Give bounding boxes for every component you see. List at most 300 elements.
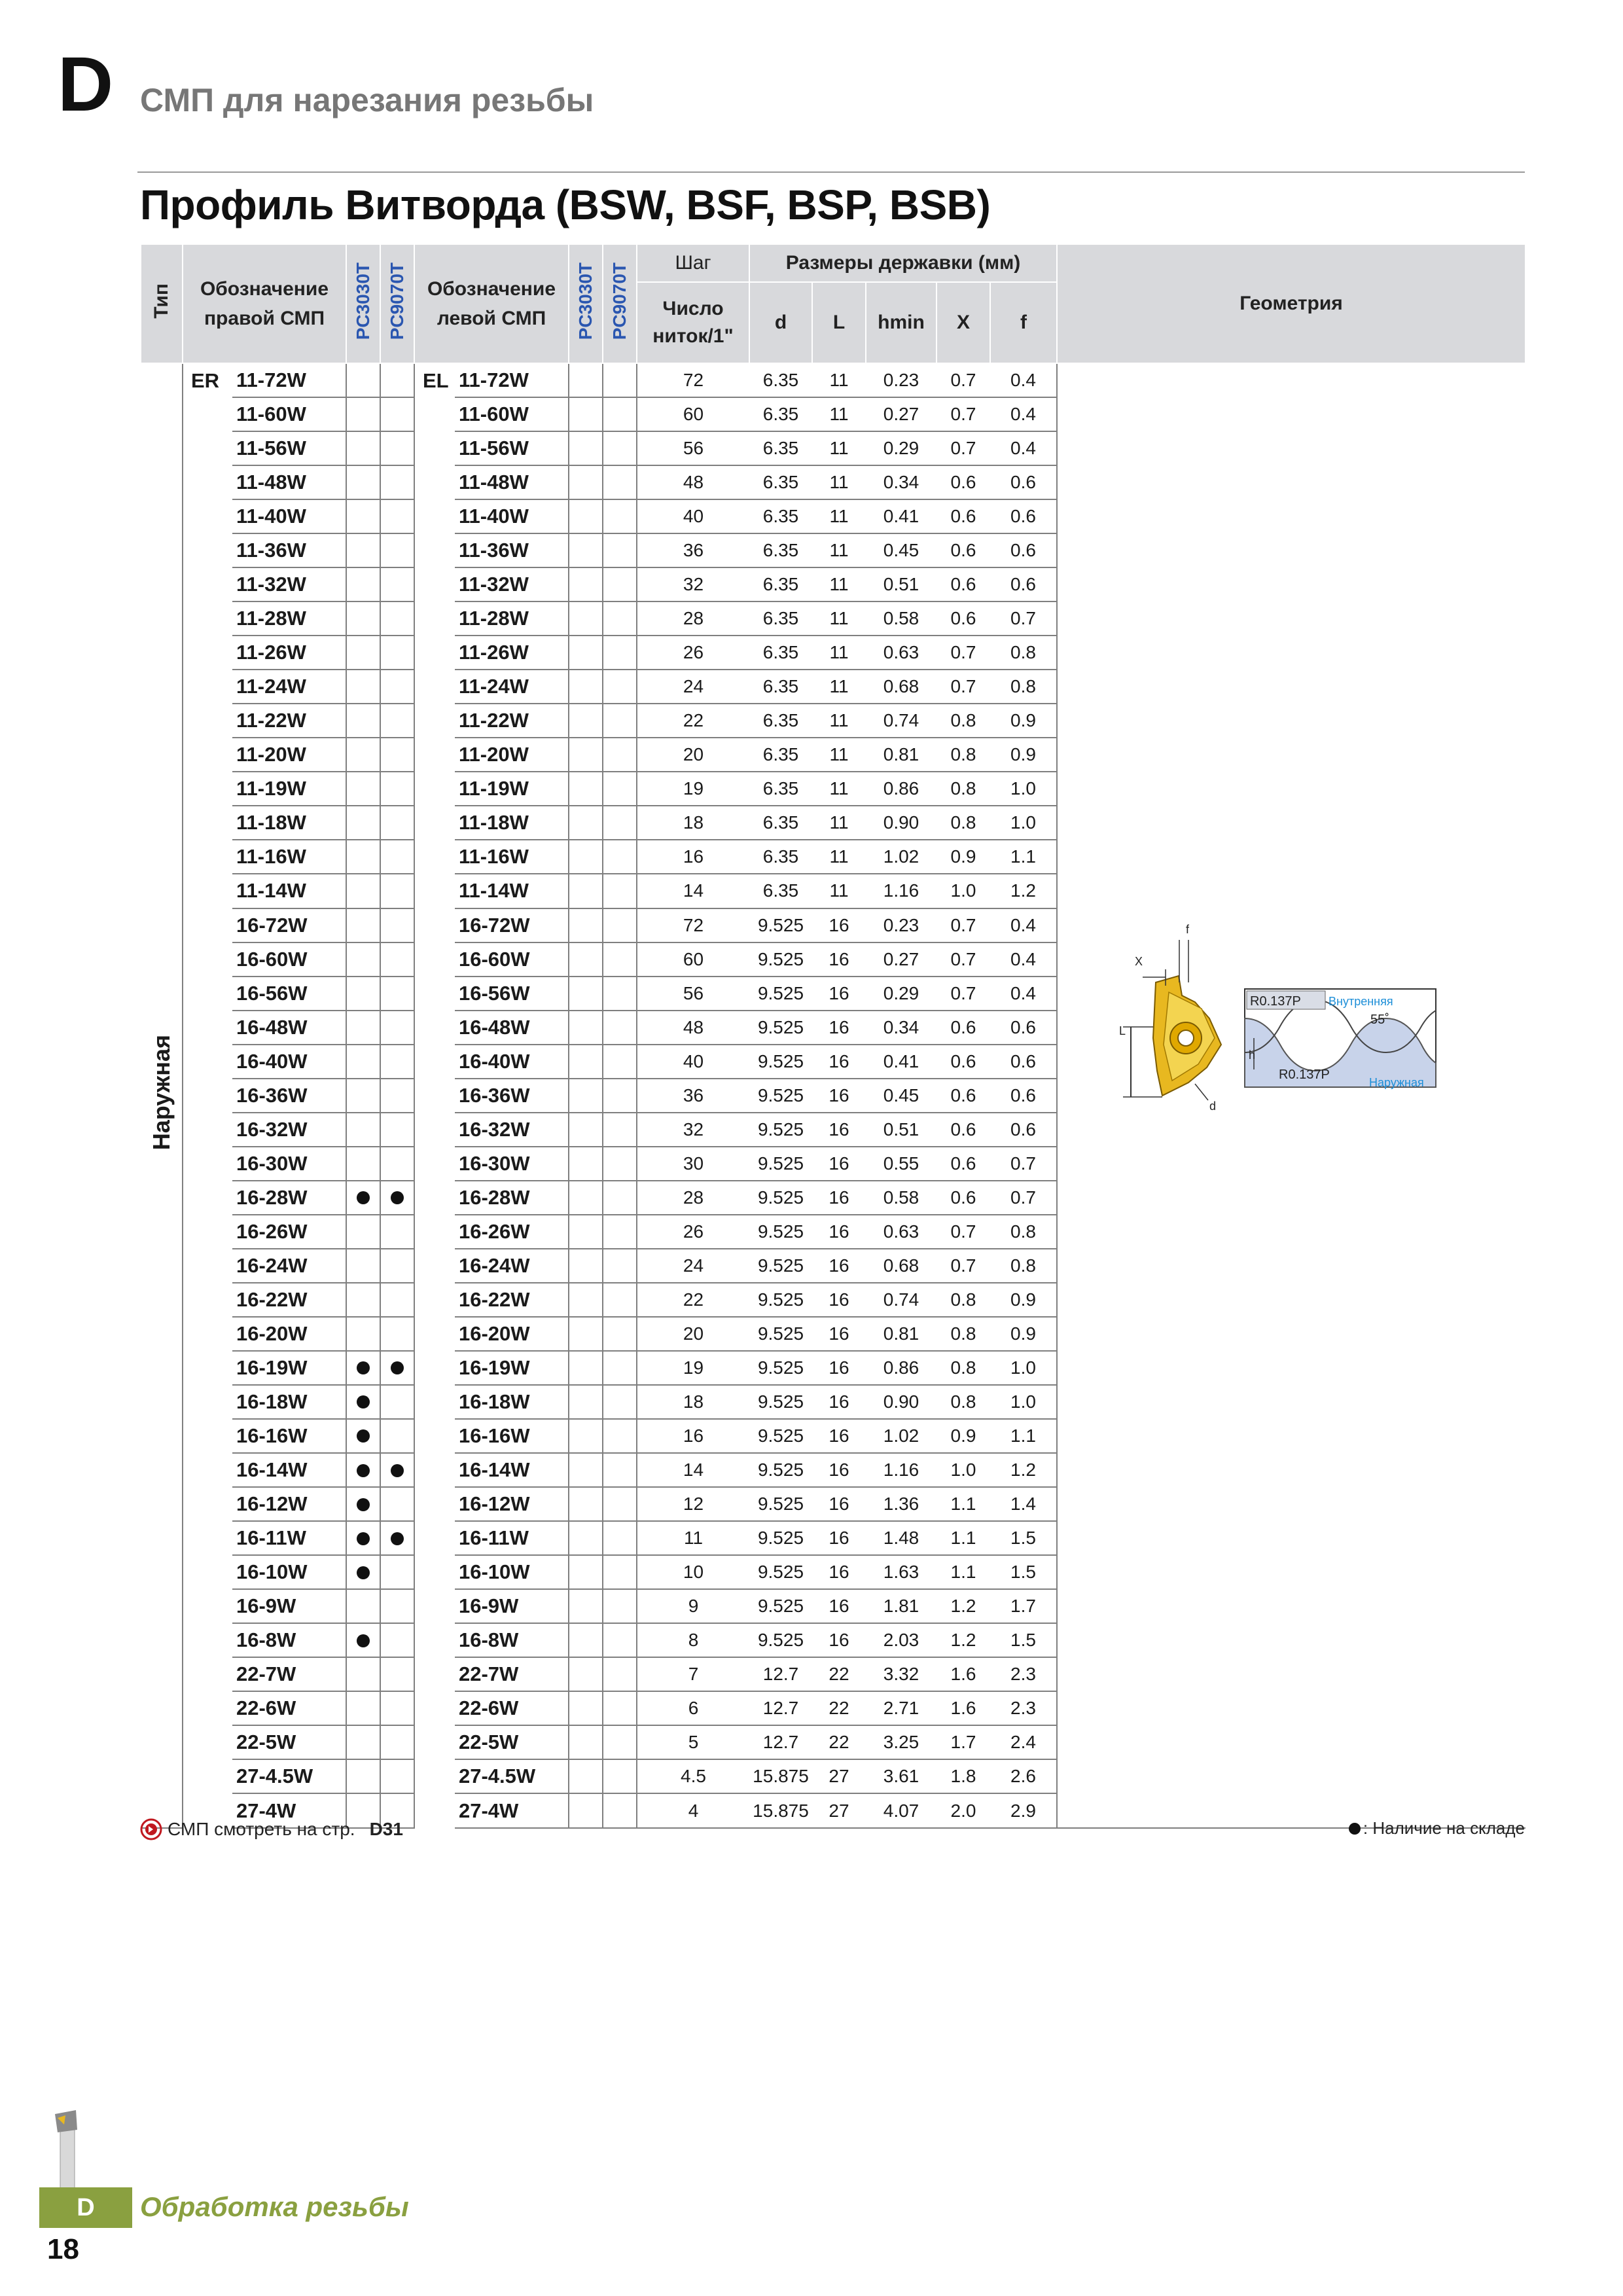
right-family-spacer: [183, 1215, 232, 1249]
tpi-cell: 32: [637, 567, 749, 601]
table-row: [141, 363, 1525, 397]
tpi-cell: 16: [637, 840, 749, 874]
left-family-spacer: [414, 1623, 455, 1657]
left-family-spacer: [414, 1691, 455, 1725]
grade2-left-stock: [603, 1419, 637, 1453]
tpi-cell: 14: [637, 1453, 749, 1487]
tpi-cell: 48: [637, 465, 749, 499]
header-f: f: [990, 282, 1057, 363]
x-cell: 0.9: [936, 840, 990, 874]
d-cell: 6.35: [749, 738, 812, 772]
grade2-right-stock: [380, 1691, 414, 1725]
d-cell: 6.35: [749, 704, 812, 738]
grade1-right-stock: [346, 1249, 380, 1283]
grade2-right-stock: [380, 1589, 414, 1623]
tpi-cell: 60: [637, 397, 749, 431]
d-cell: 12.7: [749, 1725, 812, 1759]
grade2-right-stock: [380, 738, 414, 772]
label-angle: 55˚: [1370, 1013, 1389, 1027]
in-stock-dot-icon: [357, 1361, 370, 1374]
d-cell: 9.525: [749, 1623, 812, 1657]
x-cell: 0.6: [936, 1079, 990, 1113]
in-stock-dot-icon: [391, 1532, 404, 1545]
left-insert-code: 11-16W: [455, 840, 569, 874]
grade2-left-stock: [603, 1283, 637, 1317]
left-insert-code: 16-16W: [455, 1419, 569, 1453]
d-cell: 15.875: [749, 1759, 812, 1793]
right-family-spacer: [183, 431, 232, 465]
grade2-right-stock: [380, 1317, 414, 1351]
in-stock-dot-icon: [391, 1464, 404, 1477]
left-family-spacer: [414, 1725, 455, 1759]
grade1-right-stock: [346, 499, 380, 533]
right-insert-code: 16-11W: [232, 1521, 346, 1555]
x-cell: 0.6: [936, 499, 990, 533]
x-cell: 0.7: [936, 431, 990, 465]
x-cell: 0.7: [936, 908, 990, 942]
grade1-left-stock: [569, 533, 603, 567]
grade2-right-stock: [380, 1351, 414, 1385]
right-family-spacer: [183, 601, 232, 636]
tpi-cell: 20: [637, 1317, 749, 1351]
hmin-cell: 0.27: [866, 397, 936, 431]
hmin-cell: 1.48: [866, 1521, 936, 1555]
l-cell: 16: [812, 1249, 866, 1283]
d-cell: 9.525: [749, 1011, 812, 1045]
x-cell: 0.7: [936, 1249, 990, 1283]
grade1-left-stock: [569, 636, 603, 670]
grade2-right-stock: [380, 363, 414, 397]
left-family-spacer: [414, 1215, 455, 1249]
left-insert-code: 16-10W: [455, 1555, 569, 1589]
d-cell: 9.525: [749, 977, 812, 1011]
f-cell: 0.4: [990, 942, 1057, 977]
right-family-spacer: [183, 1147, 232, 1181]
grade1-right-stock: [346, 397, 380, 431]
hmin-cell: 1.81: [866, 1589, 936, 1623]
grade1-left-stock: [569, 1113, 603, 1147]
stock-legend-text: : Наличие на складе: [1363, 1818, 1525, 1838]
label-L: L: [1119, 1024, 1126, 1037]
f-cell: 0.9: [990, 1283, 1057, 1317]
in-stock-dot-icon: [357, 1429, 370, 1443]
hmin-cell: 0.34: [866, 1011, 936, 1045]
header-pitch: Число ниток/1": [637, 282, 749, 363]
in-stock-dot-icon: [357, 1395, 370, 1408]
f-cell: 0.9: [990, 1317, 1057, 1351]
f-cell: 0.4: [990, 977, 1057, 1011]
tpi-cell: 24: [637, 670, 749, 704]
tpi-cell: 40: [637, 499, 749, 533]
grade2-right-stock: [380, 704, 414, 738]
tpi-cell: 28: [637, 1181, 749, 1215]
right-family-spacer: [183, 704, 232, 738]
grade1-right-stock: [346, 1317, 380, 1351]
hmin-cell: 1.02: [866, 1419, 936, 1453]
left-family-spacer: [414, 1283, 455, 1317]
right-insert-code: 11-22W: [232, 704, 346, 738]
f-cell: 0.8: [990, 1249, 1057, 1283]
right-insert-code: 16-20W: [232, 1317, 346, 1351]
grade1-right-stock: [346, 533, 380, 567]
hmin-cell: 0.45: [866, 533, 936, 567]
hmin-cell: 1.16: [866, 1453, 936, 1487]
header-rule: [137, 171, 1525, 173]
grade1-right-stock: [346, 1725, 380, 1759]
grade2-right-stock: [380, 1181, 414, 1215]
f-cell: 0.4: [990, 397, 1057, 431]
tpi-cell: 48: [637, 1011, 749, 1045]
tpi-cell: 4.5: [637, 1759, 749, 1793]
f-cell: 0.6: [990, 567, 1057, 601]
d-cell: 15.875: [749, 1793, 812, 1828]
right-family-spacer: [183, 533, 232, 567]
d-cell: 6.35: [749, 874, 812, 908]
x-cell: 0.7: [936, 636, 990, 670]
grade1-left-stock: [569, 1317, 603, 1351]
left-insert-code: 11-40W: [455, 499, 569, 533]
grade2-left-stock: [603, 1487, 637, 1521]
d-cell: 9.525: [749, 1079, 812, 1113]
right-insert-code: 16-26W: [232, 1215, 346, 1249]
right-family-spacer: [183, 1487, 232, 1521]
grade1-left-stock: [569, 601, 603, 636]
grade2-left-stock: [603, 397, 637, 431]
d-cell: 9.525: [749, 1283, 812, 1317]
d-cell: 9.525: [749, 1555, 812, 1589]
f-cell: 1.2: [990, 874, 1057, 908]
grade2-left-stock: [603, 772, 637, 806]
left-insert-code: 16-32W: [455, 1113, 569, 1147]
l-cell: 16: [812, 1147, 866, 1181]
d-cell: 6.35: [749, 431, 812, 465]
tpi-cell: 56: [637, 431, 749, 465]
d-cell: 9.525: [749, 1487, 812, 1521]
tpi-cell: 22: [637, 704, 749, 738]
l-cell: 16: [812, 1351, 866, 1385]
grade1-right-stock: [346, 1215, 380, 1249]
grade1-right-stock: [346, 1623, 380, 1657]
hmin-cell: 0.90: [866, 1385, 936, 1419]
right-insert-code: 11-48W: [232, 465, 346, 499]
label-h: h: [1249, 1049, 1256, 1062]
right-insert-code: 16-36W: [232, 1079, 346, 1113]
thread-profile-drawing: [1245, 989, 1436, 1089]
hmin-cell: 0.63: [866, 636, 936, 670]
left-insert-code: 11-32W: [455, 567, 569, 601]
right-insert-code: 11-72W: [232, 363, 346, 397]
hmin-cell: 0.29: [866, 431, 936, 465]
in-stock-dot-icon: [391, 1191, 404, 1204]
grade1-left-stock: [569, 772, 603, 806]
x-cell: 0.6: [936, 1147, 990, 1181]
left-family-spacer: [414, 431, 455, 465]
tpi-cell: 56: [637, 977, 749, 1011]
tpi-cell: 60: [637, 942, 749, 977]
grade1-left-stock: [569, 806, 603, 840]
left-insert-code: 16-36W: [455, 1079, 569, 1113]
right-family-spacer: [183, 1351, 232, 1385]
left-family-spacer: [414, 1249, 455, 1283]
in-stock-dot-icon: [391, 1361, 404, 1374]
in-stock-dot-icon: [357, 1191, 370, 1204]
label-radius-bottom: R0.137P: [1279, 1067, 1330, 1082]
grade1-left-stock: [569, 977, 603, 1011]
x-cell: 0.8: [936, 1317, 990, 1351]
tpi-cell: 22: [637, 1283, 749, 1317]
hmin-cell: 2.71: [866, 1691, 936, 1725]
left-insert-code: 16-22W: [455, 1283, 569, 1317]
tpi-cell: 12: [637, 1487, 749, 1521]
hmin-cell: 0.34: [866, 465, 936, 499]
grade1-right-stock: [346, 1181, 380, 1215]
l-cell: 16: [812, 1113, 866, 1147]
stock-dot-icon: [1349, 1823, 1361, 1835]
l-cell: 11: [812, 738, 866, 772]
grade2-left-stock: [603, 806, 637, 840]
grade2-right-stock: [380, 942, 414, 977]
right-insert-code: 16-18W: [232, 1385, 346, 1419]
header-right-code: Обозначение правой СМП: [183, 244, 346, 363]
grade1-left-stock: [569, 840, 603, 874]
right-insert-code: 16-19W: [232, 1351, 346, 1385]
hmin-cell: 3.61: [866, 1759, 936, 1793]
right-family-spacer: [183, 1589, 232, 1623]
grade1-right-stock: [346, 1555, 380, 1589]
left-family-spacer: [414, 601, 455, 636]
x-cell: 1.1: [936, 1555, 990, 1589]
f-cell: 0.6: [990, 1011, 1057, 1045]
d-cell: 12.7: [749, 1691, 812, 1725]
f-cell: 0.8: [990, 1215, 1057, 1249]
grade2-right-stock: [380, 601, 414, 636]
grade2-right-stock: [380, 1623, 414, 1657]
hmin-cell: 1.16: [866, 874, 936, 908]
grade2-left-stock: [603, 840, 637, 874]
grade2-right-stock: [380, 431, 414, 465]
l-cell: 16: [812, 1011, 866, 1045]
left-family-spacer: [414, 1759, 455, 1793]
left-insert-code: 11-22W: [455, 704, 569, 738]
right-insert-code: 16-12W: [232, 1487, 346, 1521]
hmin-cell: 1.36: [866, 1487, 936, 1521]
hmin-cell: 0.68: [866, 670, 936, 704]
left-family-spacer: [414, 1079, 455, 1113]
tpi-cell: 14: [637, 874, 749, 908]
grade1-left-stock: [569, 1249, 603, 1283]
x-cell: 0.7: [936, 977, 990, 1011]
grade1-left-stock: [569, 567, 603, 601]
type-cell: [141, 363, 183, 1828]
tpi-cell: 5: [637, 1725, 749, 1759]
right-insert-code: 16-48W: [232, 1011, 346, 1045]
l-cell: 16: [812, 942, 866, 977]
f-cell: 2.3: [990, 1657, 1057, 1691]
label-radius-top: R0.137P: [1250, 994, 1301, 1009]
l-cell: 11: [812, 465, 866, 499]
grade1-left-stock: [569, 397, 603, 431]
grade2-left-stock: [603, 567, 637, 601]
right-insert-code: 16-22W: [232, 1283, 346, 1317]
grade2-left-stock: [603, 977, 637, 1011]
left-insert-code: 27-4W: [455, 1793, 569, 1828]
right-insert-code: 16-10W: [232, 1555, 346, 1589]
x-cell: 0.7: [936, 670, 990, 704]
f-cell: 0.4: [990, 363, 1057, 397]
right-family-spacer: [183, 772, 232, 806]
grade2-left-stock: [603, 1351, 637, 1385]
left-family-spacer: [414, 704, 455, 738]
x-cell: 0.7: [936, 942, 990, 977]
page-title: Профиль Витворда (BSW, BSF, BSP, BSB): [140, 181, 991, 228]
left-insert-code: 11-24W: [455, 670, 569, 704]
grade2-right-stock: [380, 1759, 414, 1793]
right-insert-code: 11-60W: [232, 397, 346, 431]
right-insert-code: 22-5W: [232, 1725, 346, 1759]
d-cell: 6.35: [749, 670, 812, 704]
header-L: L: [812, 282, 866, 363]
grade1-right-stock: [346, 1147, 380, 1181]
f-cell: 0.4: [990, 908, 1057, 942]
d-cell: 9.525: [749, 1453, 812, 1487]
right-family-spacer: [183, 1623, 232, 1657]
f-cell: 1.0: [990, 772, 1057, 806]
hmin-cell: 0.55: [866, 1147, 936, 1181]
header-holder-group: Размеры державки (мм): [749, 244, 1057, 282]
l-cell: 11: [812, 704, 866, 738]
header-grade2-right: PC9070T: [380, 244, 414, 363]
f-cell: 1.5: [990, 1623, 1057, 1657]
l-cell: 11: [812, 772, 866, 806]
grade1-right-stock: [346, 738, 380, 772]
right-family-spacer: [183, 499, 232, 533]
hmin-cell: 0.86: [866, 772, 936, 806]
hmin-cell: 0.86: [866, 1351, 936, 1385]
tpi-cell: 32: [637, 1113, 749, 1147]
grade1-left-stock: [569, 431, 603, 465]
right-insert-code: 11-16W: [232, 840, 346, 874]
d-cell: 6.35: [749, 465, 812, 499]
hmin-cell: 0.58: [866, 601, 936, 636]
grade1-right-stock: [346, 1521, 380, 1555]
x-cell: 0.7: [936, 363, 990, 397]
grade2-right-stock: [380, 397, 414, 431]
grade1-right-stock: [346, 1419, 380, 1453]
left-family-spacer: [414, 1113, 455, 1147]
right-insert-code: 11-40W: [232, 499, 346, 533]
grade2-right-stock: [380, 1045, 414, 1079]
right-family-spacer: [183, 636, 232, 670]
d-cell: 9.525: [749, 1113, 812, 1147]
grade2-right-stock: [380, 772, 414, 806]
grade1-left-stock: [569, 1215, 603, 1249]
in-stock-dot-icon: [357, 1464, 370, 1477]
grade2-left-stock: [603, 874, 637, 908]
x-cell: 1.2: [936, 1589, 990, 1623]
grade1-left-stock: [569, 1487, 603, 1521]
left-family-spacer: [414, 533, 455, 567]
right-family-spacer: [183, 1521, 232, 1555]
left-insert-code: 11-72W: [455, 363, 569, 397]
tpi-cell: 20: [637, 738, 749, 772]
grade2-left-stock: [603, 1657, 637, 1691]
section-tab[interactable]: D: [39, 2187, 132, 2228]
left-family-spacer: [414, 1351, 455, 1385]
label-internal: Внутренняя: [1329, 995, 1393, 1008]
grade2-right-stock: [380, 1419, 414, 1453]
l-cell: 16: [812, 1555, 866, 1589]
grade2-left-stock: [603, 1623, 637, 1657]
right-insert-code: 16-8W: [232, 1623, 346, 1657]
right-family-spacer: [183, 567, 232, 601]
grade2-left-stock: [603, 942, 637, 977]
header-geometry: Геометрия: [1057, 244, 1525, 363]
grade2-left-stock: [603, 1079, 637, 1113]
tpi-cell: 11: [637, 1521, 749, 1555]
grade2-left-stock: [603, 1045, 637, 1079]
tpi-cell: 8: [637, 1623, 749, 1657]
left-insert-code: 16-48W: [455, 1011, 569, 1045]
l-cell: 16: [812, 908, 866, 942]
f-cell: 1.0: [990, 1351, 1057, 1385]
hmin-cell: 3.25: [866, 1725, 936, 1759]
header-grade1-left: PC3030T: [569, 244, 603, 363]
grade2-right-stock: [380, 1079, 414, 1113]
reference-arrow-icon: [140, 1818, 162, 1840]
grade1-left-stock: [569, 1385, 603, 1419]
grade1-right-stock: [346, 363, 380, 397]
l-cell: 16: [812, 1589, 866, 1623]
l-cell: 11: [812, 567, 866, 601]
right-family-spacer: [183, 1079, 232, 1113]
grade2-right-stock: [380, 840, 414, 874]
left-family: EL: [423, 368, 449, 392]
reference-page-link[interactable]: D31: [369, 1819, 403, 1839]
grade1-right-stock: [346, 636, 380, 670]
left-family-spacer: [414, 1657, 455, 1691]
header-grade2-left: PC9070T: [603, 244, 637, 363]
l-cell: 16: [812, 1385, 866, 1419]
l-cell: 11: [812, 397, 866, 431]
l-cell: 11: [812, 636, 866, 670]
right-family-spacer: [183, 1317, 232, 1351]
right-insert-code: 11-56W: [232, 431, 346, 465]
hmin-cell: 0.29: [866, 977, 936, 1011]
x-cell: 0.8: [936, 1385, 990, 1419]
stock-legend: [1349, 1818, 1525, 1839]
right-family-spacer: [183, 806, 232, 840]
grade1-right-stock: [346, 840, 380, 874]
grade1-right-stock: [346, 806, 380, 840]
x-cell: 0.8: [936, 772, 990, 806]
in-stock-dot-icon: [357, 1634, 370, 1647]
grade2-right-stock: [380, 1453, 414, 1487]
l-cell: 22: [812, 1691, 866, 1725]
tpi-cell: 72: [637, 908, 749, 942]
f-cell: 0.9: [990, 738, 1057, 772]
left-family-spacer: [414, 1317, 455, 1351]
left-family-spacer: [414, 1045, 455, 1079]
label-f: f: [1186, 923, 1190, 936]
f-cell: 0.8: [990, 670, 1057, 704]
grade1-left-stock: [569, 1181, 603, 1215]
x-cell: 0.6: [936, 601, 990, 636]
grade1-left-stock: [569, 1147, 603, 1181]
hmin-cell: 0.58: [866, 1181, 936, 1215]
right-family-spacer: [183, 670, 232, 704]
hmin-cell: 4.07: [866, 1793, 936, 1828]
grade1-right-stock: [346, 1385, 380, 1419]
